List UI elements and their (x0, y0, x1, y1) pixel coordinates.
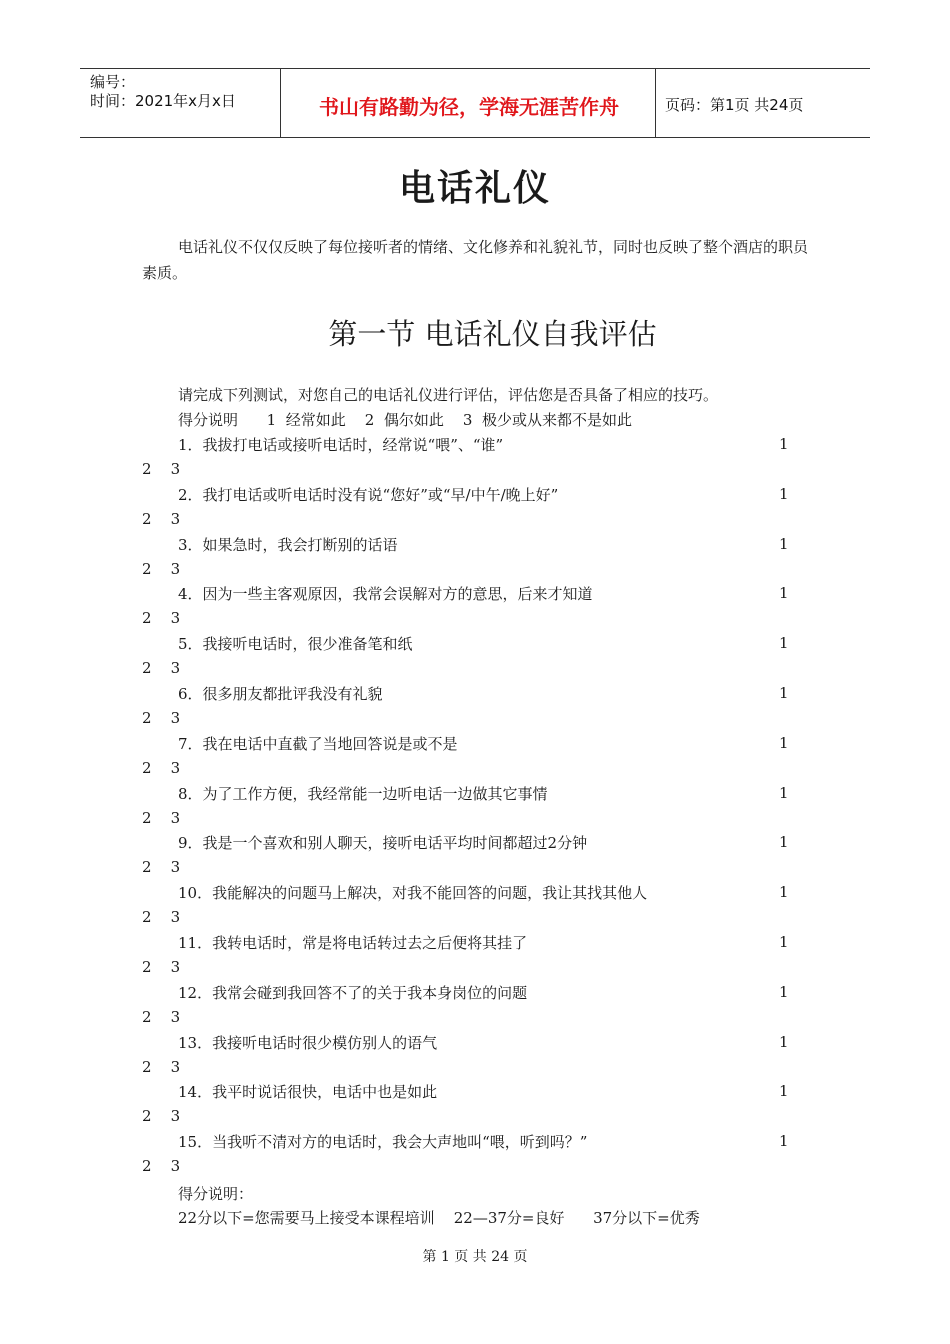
header-divider (655, 69, 656, 137)
score-option-1: 1 (779, 733, 789, 752)
result-text: 22分以下=您需要马上接受本课程培训 22—37分=良好 37分以下=优秀 (178, 1209, 700, 1227)
scoring-legend: 得分说明 1 经常如此 2 偶尔如此 3 极少或从来都不是如此 (178, 411, 632, 429)
score-option-1: 1 (779, 783, 789, 802)
question-item: 12．我常会碰到我回答不了的关于我本身岗位的问题 (178, 983, 528, 1002)
header-page-info: 页码：第1页 共24页 (665, 96, 804, 114)
score-option-1: 1 (779, 1132, 789, 1151)
score-options-2-3: 2 3 (142, 808, 181, 827)
score-options-2-3: 2 3 (142, 1057, 181, 1076)
score-option-1: 1 (779, 1032, 789, 1051)
document-header (80, 68, 870, 138)
score-options-2-3: 2 3 (142, 709, 181, 727)
score-option-1: 1 (779, 634, 789, 653)
score-options-2-3: 2 3 (142, 509, 181, 528)
score-option-1: 1 (779, 684, 789, 702)
header-motto: 书山有路勤为径，学海无涯苦作舟 (319, 95, 619, 119)
score-options-2-3: 2 3 (142, 858, 181, 877)
score-options-2-3: 2 3 (142, 1007, 181, 1026)
score-option-1: 1 (779, 534, 789, 553)
header-meta (90, 73, 236, 111)
score-option-1: 1 (779, 982, 789, 1001)
score-options-2-3: 2 3 (142, 958, 181, 976)
header-code-label: 编号： (90, 73, 136, 91)
result-label: 得分说明： (178, 1185, 254, 1203)
instructions: 请完成下列测试，对您自己的电话礼仪进行评估，评估您是否具备了相应的技巧。 (178, 386, 719, 404)
score-option-1: 1 (779, 584, 789, 603)
score-options-2-3: 2 3 (142, 460, 181, 478)
score-options-2-3: 2 3 (142, 609, 181, 628)
question-item: 10．我能解决的问题马上解决，对我不能回答的问题，我让其找其他人 (178, 884, 648, 903)
question-item: 4．因为一些主客观原因，我常会误解对方的意思，后来才知道 (178, 585, 593, 604)
header-divider (280, 69, 281, 137)
question-item: 9．我是一个喜欢和别人聊天，接听电话平均时间都超过2分钟 (178, 834, 588, 853)
question-item: 5．我接听电话时，很少准备笔和纸 (178, 635, 413, 654)
score-options-2-3: 2 3 (142, 559, 181, 578)
score-options-2-3: 2 3 (142, 758, 181, 777)
question-item: 2．我打电话或听电话时没有说“您好”或“早/中午/晚上好” (178, 485, 559, 504)
score-options-2-3: 2 3 (142, 1107, 181, 1126)
score-option-1: 1 (779, 435, 789, 453)
question-item: 6．很多朋友都批评我没有礼貌 (178, 685, 383, 703)
page-footer: 第 1 页 共 24 页 (422, 1249, 528, 1265)
score-option-1: 1 (779, 883, 789, 902)
question-item: 7．我在电话中直截了当地回答说是或不是 (178, 734, 458, 753)
score-option-1: 1 (779, 484, 789, 503)
question-item: 15．当我听不清对方的电话时，我会大声地叫“喂，听到吗？” (178, 1133, 588, 1152)
question-item: 11．我转电话时，常是将电话转过去之后便将其挂了 (178, 934, 528, 952)
score-options-2-3: 2 3 (142, 659, 181, 678)
question-item: 8．为了工作方便，我经常能一边听电话一边做其它事情 (178, 784, 548, 803)
page-title: 电话礼仪 (398, 168, 551, 209)
question-item: 3．如果急时，我会打断别的话语 (178, 535, 398, 554)
question-item: 1．我拔打电话或接听电话时，经常说“喂”、“谁” (178, 436, 504, 454)
score-options-2-3: 2 3 (142, 908, 181, 927)
question-item: 14．我平时说话很快，电话中也是如此 (178, 1083, 438, 1102)
header-time-label: 时间：2021年x月x日 (90, 92, 236, 110)
question-item: 13．我接听电话时很少模仿别人的语气 (178, 1033, 438, 1052)
score-options-2-3: 2 3 (142, 1157, 181, 1176)
score-option-1: 1 (779, 1082, 789, 1101)
score-option-1: 1 (779, 833, 789, 852)
score-option-1: 1 (779, 933, 789, 951)
section-title: 第一节 电话礼仪自我评估 (328, 317, 657, 351)
intro-paragraph: 电话礼仪不仅仅反映了每位接听者的情绪、文化修养和礼貌礼节，同时也反映了整个酒店的职员素质。 (142, 238, 809, 282)
